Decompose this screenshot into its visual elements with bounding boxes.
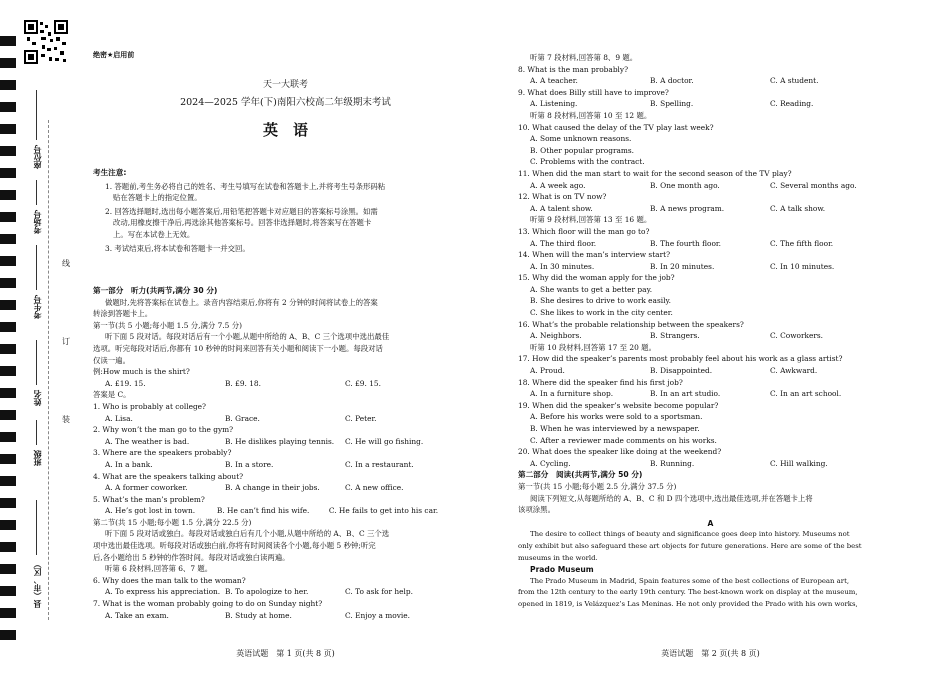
- question: 10. What caused the delay of the TV play last week?: [518, 122, 714, 132]
- material-line: 听第 7 段材料,回答第 8、9 题。: [530, 53, 638, 62]
- option: C. The fifth floor.: [770, 238, 834, 248]
- page-footer: 英语试题 第 2 页(共 8 页): [661, 649, 760, 659]
- print-bar: [0, 80, 16, 90]
- question: 5. What’s the man’s problem?: [93, 494, 205, 504]
- field-class: 班级: [33, 450, 42, 466]
- option: A. In a furniture shop.: [530, 389, 614, 399]
- option: C. After a reviewer made comments on his works.: [530, 435, 717, 445]
- binding-margin: [0, 0, 78, 688]
- question-options: [93, 610, 478, 622]
- notice-line: 改动,用橡皮擦干净后,再选涂其他答案标号。回答非选择题时,将答案写在答题卡: [113, 218, 372, 228]
- question-options: [518, 458, 903, 470]
- field-line: [36, 245, 37, 290]
- option: B. The fourth floor.: [650, 238, 721, 248]
- question: 19. When did the speaker’s website become popular?: [518, 400, 719, 410]
- print-bar: [0, 278, 16, 288]
- field-county: 县（市、区）: [33, 560, 42, 608]
- question: 18. Where did the speaker find his first job?: [518, 377, 683, 387]
- question-options: [518, 75, 903, 87]
- passage-line: from the 12th century to the early 19th century. The best-known work on display at the museum,: [518, 588, 858, 597]
- qr-code: [24, 20, 68, 64]
- question: 13. Which floor will the man go to?: [518, 226, 650, 236]
- question-options: [518, 365, 903, 377]
- print-bar: [0, 300, 16, 310]
- option: B. A news program.: [650, 203, 725, 213]
- passage-line: The desire to collect things of beauty and significance goes deep into history. Museums not: [530, 530, 850, 539]
- option: B. Grace.: [225, 413, 260, 423]
- option: B. To apologize to her.: [225, 587, 309, 597]
- question: 20. What does the speaker like doing at the weekend?: [518, 447, 722, 457]
- print-bar: [0, 476, 16, 486]
- exam-title: 2024—2025 学年(下)南阳六校高二年级期末考试: [180, 97, 391, 108]
- option: A. Take an exam.: [105, 610, 169, 620]
- print-bar: [0, 388, 16, 398]
- field-name: 姓名: [33, 390, 42, 406]
- question-options: [518, 330, 903, 342]
- part1-title: 第一部分 听力(共两节,满分 30 分): [93, 286, 218, 295]
- question-options: [93, 586, 478, 598]
- option: A. Before his works were sold to a sportsman.: [530, 412, 703, 422]
- question-options: [93, 413, 478, 425]
- option: B. Spelling.: [650, 99, 694, 109]
- option: C. Reading.: [770, 99, 814, 109]
- option: C. She likes to work in the city center.: [530, 308, 673, 318]
- option: C. £9. 15.: [345, 378, 381, 388]
- option: B. Strangers.: [650, 331, 700, 341]
- field-candidate-number: 考生号: [33, 295, 42, 319]
- material-line: 听第 8 段材料,回答第 10 至 12 题。: [530, 110, 652, 120]
- intro-line: 听下面 5 段对话。每段对话后有一个小题,从题中所给的 A、B、C 三个选项中选出最佳: [105, 332, 390, 342]
- option: A. The third floor.: [530, 238, 597, 248]
- question: 3. Where are the speakers probably?: [93, 448, 232, 458]
- option: B. In a store.: [225, 459, 274, 469]
- intro-line: 听下面 5 段对话或独白。每段对话或独白后有几个小题,从题中所给的 A、B、C 三个选: [105, 529, 390, 539]
- option: C. In an art school.: [770, 389, 842, 399]
- option: A. Cycling.: [530, 458, 571, 468]
- option: C. He will go fishing.: [345, 436, 424, 446]
- notice-line: 上。写在本试卷上无效。: [113, 229, 195, 239]
- question-options: [93, 505, 478, 517]
- notice-line: 3. 考试结束后,将本试卷和答题卡一并交回。: [105, 243, 250, 253]
- print-bar: [0, 256, 16, 266]
- print-bar: [0, 366, 16, 376]
- option: C. In a restaurant.: [345, 459, 414, 469]
- option: C. To ask for help.: [345, 587, 413, 597]
- question-options: [93, 459, 478, 471]
- option: B. Other popular programs.: [530, 145, 635, 155]
- option: A. In a bank.: [105, 459, 153, 469]
- option: B. He can’t find his wife.: [216, 506, 310, 516]
- passage-letter: A: [707, 518, 714, 528]
- option: A. Proud.: [530, 366, 565, 376]
- question: 2. Why won’t the man go to the gym?: [93, 425, 234, 435]
- notice-line: 1. 答题前,考生务必将自己的姓名、考生号填写在试卷和答题卡上,并将考生号条形码粘: [105, 181, 386, 191]
- option: A. A former coworker.: [105, 483, 188, 493]
- option: C. A new office.: [345, 483, 404, 493]
- field-line: [36, 500, 37, 555]
- intro-line: 阅读下列短文,从每题所给的 A、B、C 和 D 四个选项中,选出最佳选项,并在答题卡上将: [530, 493, 813, 503]
- question: 1. Who is probably at college?: [93, 401, 207, 411]
- option: A. She wants to get a better pay.: [530, 284, 653, 294]
- intro-line: 转涂到答题卡上。: [93, 309, 153, 319]
- passage-line: museums in the world.: [518, 553, 598, 562]
- org-name: 天一大联考: [262, 80, 308, 90]
- print-bar: [0, 344, 16, 354]
- print-bar: [0, 498, 16, 508]
- option: A. A teacher.: [530, 76, 578, 86]
- option: A. Neighbors.: [530, 331, 582, 341]
- intro-line: 做题时,先将答案标在试卷上。录音内容结束后,你将有 2 分钟的时间将试卷上的答案: [105, 297, 378, 307]
- print-bar: [0, 124, 16, 134]
- option: A. The weather is bad.: [105, 436, 190, 446]
- question: 8. What is the man probably?: [518, 64, 629, 74]
- notice-block: [93, 167, 478, 254]
- option: C. In 10 minutes.: [770, 261, 835, 271]
- print-bar: [0, 630, 16, 640]
- exam-page-2: [518, 0, 903, 688]
- option: C. Hill walking.: [770, 458, 828, 468]
- section-title: 第一节(共 15 小题;每小题 2.5 分,满分 37.5 分): [518, 481, 677, 491]
- page-footer: 英语试题 第 1 页(共 8 页): [236, 649, 335, 659]
- option: B. She desires to drive to work easily.: [530, 296, 672, 306]
- part2-title: 第二部分 阅读(共两节,满分 50 分): [518, 470, 643, 480]
- option: B. When he was interviewed by a newspaper.: [530, 424, 700, 433]
- question-options: [518, 261, 903, 273]
- notice-title: 考生注意:: [93, 168, 127, 177]
- option: A. Some unknown reasons.: [530, 134, 632, 144]
- option: C. He fails to get into his car.: [328, 506, 439, 516]
- intro-line: 该项涂黑。: [518, 505, 555, 515]
- option: A. Listening.: [530, 99, 578, 109]
- print-bar: [0, 102, 16, 112]
- print-bar: [0, 212, 16, 222]
- option: C. A student.: [770, 76, 819, 86]
- print-bar: [0, 520, 16, 530]
- question: 15. Why did the woman apply for the job?: [518, 273, 675, 283]
- question-options: [518, 98, 903, 110]
- passage-line: The Prado Museum in Madrid, Spain features some of the best collections of European art,: [530, 576, 850, 585]
- option: A. To express his appreciation.: [105, 587, 221, 597]
- option: B. In 20 minutes.: [650, 261, 715, 271]
- intro-line: 后,各小题给出 5 秒钟的作答时间。每段对话或独白读两遍。: [93, 552, 290, 562]
- question: 14. When will the man’s interview start?: [518, 250, 671, 260]
- option: A. He’s got lost in town.: [105, 506, 196, 516]
- option: C. Awkward.: [770, 366, 818, 376]
- option: B. £9. 18.: [225, 378, 261, 388]
- question-options: [518, 180, 903, 192]
- print-bar: [0, 432, 16, 442]
- intro-line: 项中选出最佳选项。听每段对话或独白前,你将有时间阅读各个小题,每小题 5 秒钟;听完: [93, 541, 376, 551]
- option: C. Enjoy a movie.: [345, 610, 410, 620]
- print-bar: [0, 410, 16, 420]
- example-options: [93, 378, 478, 390]
- example-question: 例:How much is the shirt?: [93, 367, 190, 377]
- print-bar: [0, 190, 16, 200]
- listening-part: [93, 285, 478, 621]
- exam-page-1: [93, 0, 478, 688]
- option: B. Running.: [650, 458, 695, 468]
- option: B. Study at home.: [225, 610, 292, 620]
- option: C. A talk show.: [770, 203, 826, 213]
- question: 4. What are the speakers talking about?: [93, 471, 244, 481]
- print-bar: [0, 322, 16, 332]
- option: C. Several months ago.: [770, 180, 857, 190]
- print-bar: [0, 234, 16, 244]
- option: A. In 30 minutes.: [530, 261, 595, 271]
- question-options: [518, 238, 903, 250]
- print-bar: [0, 168, 16, 178]
- option: C. Coworkers.: [770, 331, 824, 341]
- print-bar: [0, 542, 16, 552]
- print-bar: [0, 454, 16, 464]
- question-options: [518, 203, 903, 215]
- question: 6. Why does the man talk to the woman?: [93, 575, 246, 585]
- print-bar: [0, 58, 16, 68]
- question: 9. What does Billy still have to improve?: [518, 87, 669, 97]
- field-line: [36, 340, 37, 385]
- option: A. £19. 15.: [105, 378, 146, 388]
- option: A. Lisa.: [105, 413, 133, 423]
- passage-subtitle: Prado Museum: [530, 565, 594, 575]
- section2-title: 第二节(共 15 小题;每小题 1.5 分,满分 22.5 分): [93, 517, 252, 527]
- passage-line: opened in 1819, is Velázquez’s Las Meninas. He not only provided the Prado with his own works,: [518, 599, 858, 608]
- material-line: 听第 10 段材料,回答第 17 至 20 题。: [530, 342, 656, 352]
- option: B. Disappointed.: [650, 366, 713, 376]
- example-answer: 答案是 C。: [93, 390, 131, 400]
- option: C. Peter.: [345, 413, 377, 423]
- question-options: [93, 436, 478, 448]
- question: 11. When did the man start to wait for the second season of the TV play?: [518, 168, 792, 178]
- option: B. A change in their jobs.: [225, 483, 320, 493]
- option: B. In an art studio.: [650, 389, 721, 399]
- notice-line: 2. 回答选择题时,选出每小题答案后,用铅笔把答题卡对应题目的答案标号涂黑。如需: [105, 206, 378, 216]
- binding-mark-bind: 装: [62, 415, 70, 424]
- field-line: [36, 180, 37, 205]
- option: A. A talent show.: [530, 203, 593, 213]
- option: B. One month ago.: [650, 180, 720, 190]
- question-options: [518, 388, 903, 400]
- binding-mark-staple: 订: [62, 337, 70, 346]
- material-line: 听第 6 段材料,回答第 6、7 题。: [105, 564, 213, 574]
- option: A. A week ago.: [530, 180, 586, 190]
- listening-continued: [518, 52, 903, 611]
- secret-mark: 绝密★启用前: [93, 51, 135, 59]
- print-bar: [0, 586, 16, 596]
- field-line: [36, 420, 37, 445]
- binding-mark-line: 线: [62, 259, 70, 268]
- option: C. Problems with the contract.: [530, 157, 645, 167]
- field-line: [36, 90, 37, 140]
- print-bar: [0, 608, 16, 618]
- question-options: [93, 482, 478, 494]
- question: 7. What is the woman probably going to do on Sunday night?: [93, 599, 323, 609]
- field-exam-room: 考场号: [33, 210, 42, 234]
- print-bar: [0, 146, 16, 156]
- intro-line: 仅读一遍。: [93, 355, 130, 365]
- intro-line: 选项。听完每段对话后,你都有 10 秒钟的时间来回答有关小题和阅读下一小题。每段对话: [93, 343, 383, 353]
- subject-title: 英 语: [262, 121, 308, 139]
- binding-dashed-line: [48, 120, 49, 620]
- field-seat-number: 座位号: [33, 145, 42, 169]
- section1-title: 第一节(共 5 小题;每小题 1.5 分,满分 7.5 分): [93, 320, 242, 330]
- notice-line: 贴在答题卡上的指定位置。: [113, 193, 202, 203]
- question: 16. What’s the probable relationship between the speakers?: [518, 319, 744, 329]
- question: 12. What is on TV now?: [518, 192, 607, 202]
- passage-line: only exhibit but also safeguard these art objects for future generations. Here are some of the best: [518, 541, 862, 550]
- material-line: 听第 9 段材料,回答第 13 至 16 题。: [530, 215, 652, 225]
- option: B. A doctor.: [650, 76, 694, 86]
- print-bar: [0, 36, 16, 46]
- option: B. He dislikes playing tennis.: [225, 436, 335, 446]
- print-bar: [0, 564, 16, 574]
- question: 17. How did the speaker’s parents most probably feel about his work as a glass artist?: [518, 354, 843, 364]
